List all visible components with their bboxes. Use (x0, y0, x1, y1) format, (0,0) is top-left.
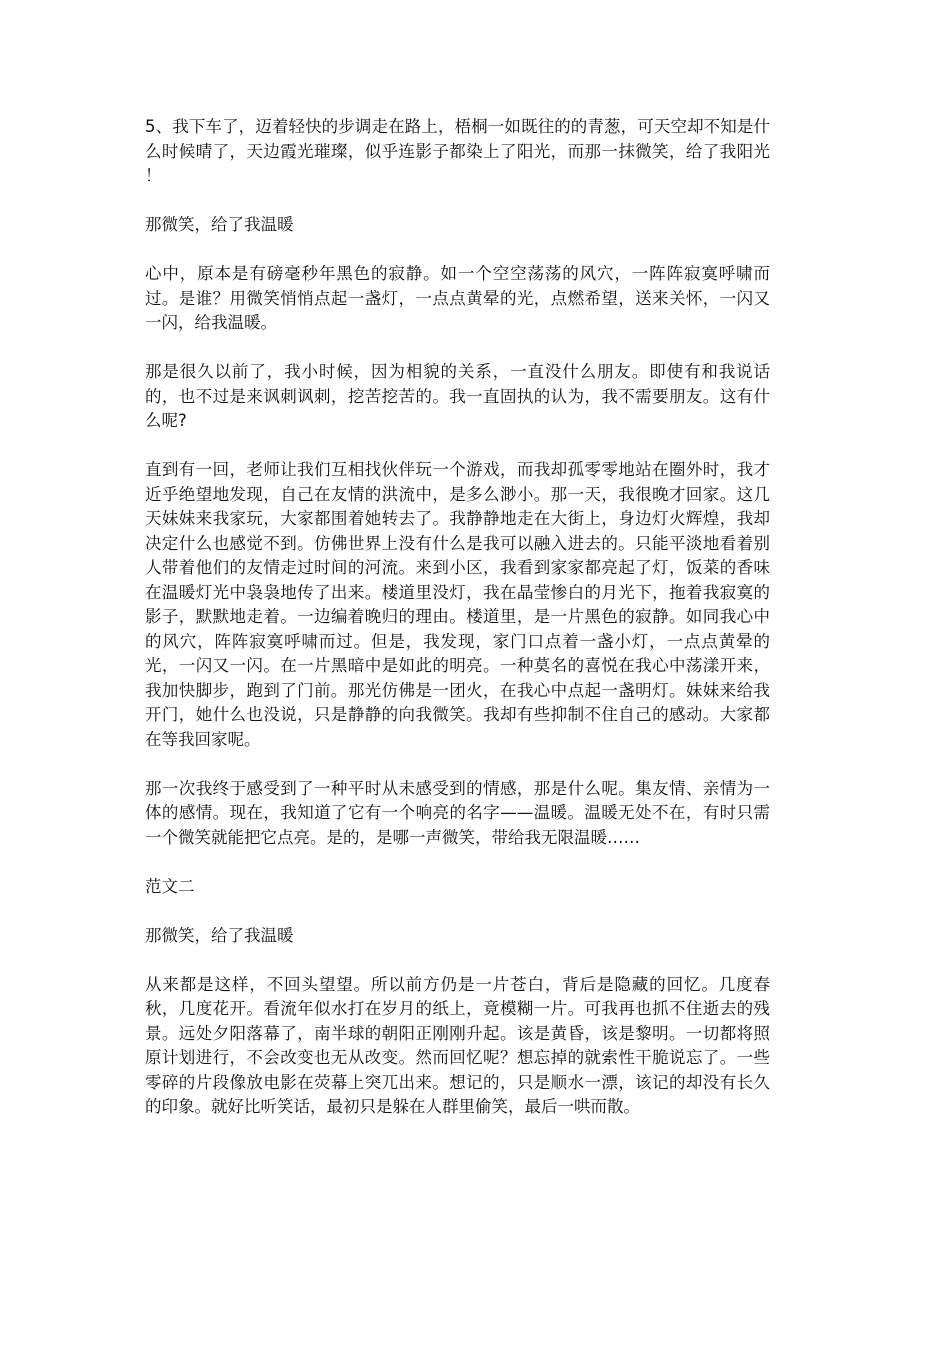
document-page (145, 115, 776, 1144)
sample-essay-label: 范文二 (145, 876, 195, 896)
paragraph-3: 那是很久以前了，我小时候，因为相貌的关系，一直没什么朋友。即使有和我说话的，也不过是来讽刺讽刺，挖苦挖苦的。我一直固执的认为，我不需要朋友。这有什么呢? (145, 362, 770, 430)
section-title-1: 那微笑，给了我温暖 (145, 215, 294, 234)
paragraph-4: 直到有一回，老师让我们互相找伙伴玩一个游戏，而我却孤零零地站在圈外时，我才近乎绝望地发现，自己在友情的洪流中，是多么渺小。那一天，我很晚才回家。这几天妹妹来我家玩，大家都围着她转去了。我静静地走在大街上，身边灯火辉煌，我却决定什么也感觉不到。仿佛世界上没有什么是我可以融入进去的。只能平淡地看着别人带着他们的友情走过时间的河流。来到小区，我看到家家都亮起了灯，饭菜的香味在温暖灯光中袅袅地传了出来。楼道里没灯，我在晶莹惨白的月光下，拖着我寂寞的影子，默默地走着。一边编着晚归的理由。楼道里，是一片黑色的寂静。如同我心中的风穴，阵阵寂寞呼啸而过。但是，我发现，家门口点着一盏小灯，一点点黄晕的光，一闪又一闪。在一片黑暗中是如此的明亮。一种莫名的喜悦在我心中荡漾开来，我加快脚步，跑到了门前。那光仿佛是一团火，在我心中点起一盏明灯。妹妹来给我开门，她什么也没说，只是静静的向我微笑。我却有些抑制不住自己的感动。大家都在等我回家呢。 (145, 460, 770, 749)
paragraph-5: 那一次我终于感受到了一种平时从未感受到的情感，那是什么呢。集友情、亲情为一体的感情。现在，我知道了它有一个响亮的名字——温暖。温暖无处不在，有时只需一个微笑就能把它点亮。是的，是哪一声微笑，带给我无限温暖…… (145, 778, 770, 847)
paragraph-2: 心中，原本是有磅毫秒年黑色的寂静。如一个空空荡荡的风穴，一阵阵寂寞呼啸而过。是谁？用微笑悄悄点起一盏灯，一点点黄晕的光，点燃希望，送来关怀，一闪又一闪，给我温暖。 (145, 264, 770, 332)
section-title-2: 那微笑，给了我温暖 (145, 925, 294, 945)
paragraph-1: 5、我下车了，迈着轻快的步调走在路上，梧桐一如既往的的青葱，可天空却不知是什么时候晴了，天边霞光璀璨，似乎连影子都染上了阳光，而那一抹微笑，给了我阳光 ！ (145, 117, 776, 185)
paragraph-6: 从来都是这样，不回头望望。所以前方仍是一片苍白，背后是隐藏的回忆。几度春秋，几度花开。看流年似水打在岁月的纸上，竟模糊一片。可我再也抓不住逝去的残景。远处夕阳落幕了，南半球的朝阳正刚刚升起。该是黄昏，该是黎明。一切都将照原计划进行，不会改变也无从改变。然而回忆呢？想忘掉的就索性干脆说忘了。一些零碎的片段像放电影在荧幕上突兀出来。想记的，只是顺水一漂，该记的却没有长久的印象。就好比听笑话，最初只是躲在人群里偷笑，最后一哄而散。 (145, 974, 770, 1116)
